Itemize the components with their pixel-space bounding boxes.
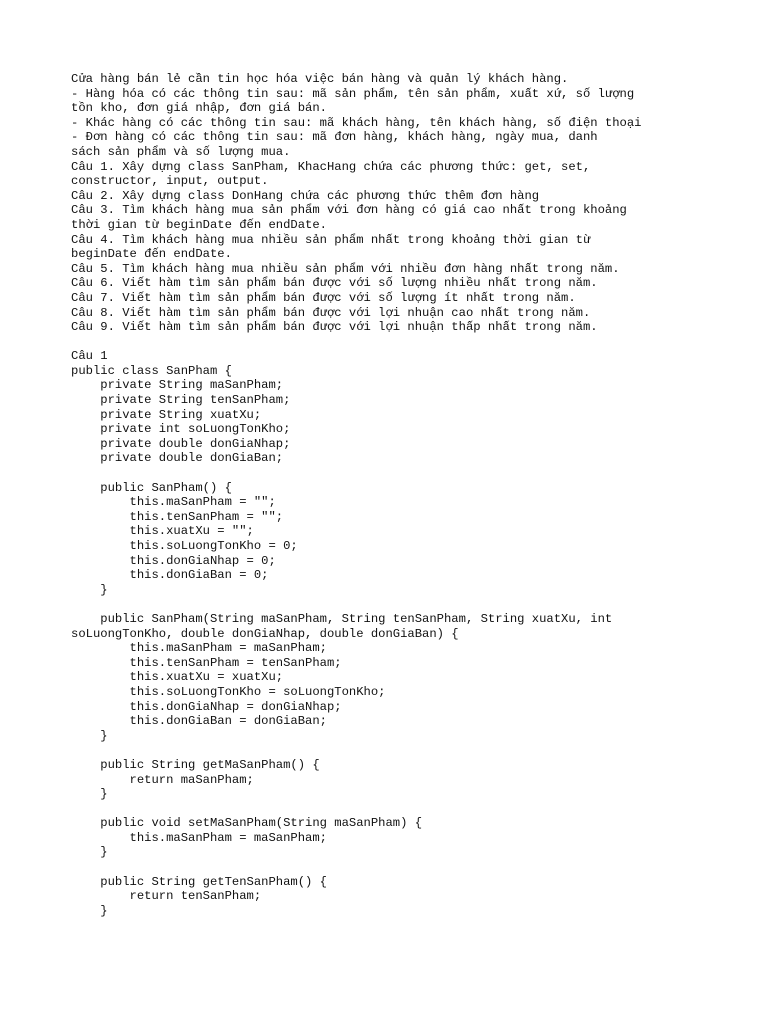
text-line: Câu 2. Xây dựng class DonHang chứa các phương thức thêm đơn hàng [71, 188, 540, 203]
code-line: public SanPham(String maSanPham, String tenSanPham, String xuatXu, int [71, 611, 613, 626]
code-line: Câu 1 [71, 349, 108, 364]
code-line: this.xuatXu = ""; [71, 524, 254, 539]
text-line: beginDate đến endDate. [71, 247, 232, 262]
text-line: Câu 8. Viết hàm tìm sản phẩm bán được với lợi nhuận cao nhất trong năm. [71, 305, 591, 320]
code-line: } [71, 903, 108, 918]
code-line [71, 466, 731, 481]
text-line: Câu 4. Tìm khách hàng mua nhiều sản phẩm nhất trong khoảng thời gian từ [71, 232, 591, 247]
text-line: constructor, input, output. [71, 174, 269, 189]
text-line: tồn kho, đơn giá nhập, đơn giá bán. [71, 101, 327, 116]
code-line [71, 743, 731, 758]
text-line: Câu 6. Viết hàm tìm sản phẩm bán được với số lượng nhiều nhất trong năm. [71, 276, 598, 291]
code-line: this.maSanPham = ""; [71, 495, 276, 510]
code-line: return maSanPham; [71, 772, 254, 787]
text-line: sách sản phẩm và số lượng mua. [71, 144, 291, 159]
text-line: Câu 9. Viết hàm tìm sản phẩm bán được với lợi nhuận thấp nhất trong năm. [71, 320, 598, 335]
code-line: this.xuatXu = xuatXu; [71, 670, 284, 685]
code-line: } [71, 845, 108, 860]
code-line [71, 802, 731, 817]
code-line: private String xuatXu; [71, 407, 262, 422]
document-page [71, 72, 731, 918]
code-line: this.soLuongTonKho = 0; [71, 539, 298, 553]
code-line: this.donGiaBan = 0; [71, 568, 269, 583]
code-block [71, 349, 731, 918]
code-line: this.tenSanPham = ""; [71, 509, 284, 524]
code-line: return tenSanPham; [71, 889, 262, 904]
code-line: private String maSanPham; [71, 378, 284, 393]
text-line: Cửa hàng bán lẻ cần tin học hóa việc bán hàng và quản lý khách hàng. [71, 72, 569, 86]
code-line: this.donGiaNhap = 0; [71, 553, 276, 568]
code-line [71, 597, 731, 612]
code-line: public String getTenSanPham() { [71, 874, 327, 889]
code-line: this.tenSanPham = tenSanPham; [71, 655, 342, 670]
code-line: soLuongTonKho, double donGiaNhap, double donGiaBan) { [71, 626, 459, 641]
assignment-text [71, 72, 731, 335]
code-line: this.soLuongTonKho = soLuongTonKho; [71, 684, 386, 699]
code-line: this.donGiaNhap = donGiaNhap; [71, 699, 342, 714]
code-line: public SanPham() { [71, 480, 232, 495]
text-line: - Đơn hàng có các thông tin sau: mã đơn hàng, khách hàng, ngày mua, danh [71, 130, 598, 145]
code-line: public String getMaSanPham() { [71, 757, 320, 772]
code-line: public void setMaSanPham(String maSanPham) { [71, 816, 423, 831]
code-line: this.maSanPham = maSanPham; [71, 641, 327, 656]
text-line: Câu 7. Viết hàm tìm sản phẩm bán được với số lượng ít nhất trong năm. [71, 290, 576, 305]
code-line: } [71, 787, 108, 802]
code-line: } [71, 728, 108, 743]
code-line: public class SanPham { [71, 363, 232, 378]
code-line: } [71, 582, 108, 597]
text-line: - Khác hàng có các thông tin sau: mã khách hàng, tên khách hàng, số điện thoại [71, 115, 642, 130]
text-line: thời gian từ beginDate đến endDate. [71, 217, 327, 232]
text-line: Câu 5. Tìm khách hàng mua nhiều sản phẩm với nhiều đơn hàng nhất trong năm. [71, 261, 620, 276]
code-line: private String tenSanPham; [71, 393, 291, 408]
code-line: this.maSanPham = maSanPham; [71, 830, 327, 845]
code-line: private double donGiaNhap; [71, 436, 291, 451]
code-line [71, 860, 731, 875]
text-line: - Hàng hóa có các thông tin sau: mã sản phẩm, tên sản phẩm, xuất xứ, số lượng [71, 86, 635, 101]
text-line: Câu 1. Xây dựng class SanPham, KhacHang chứa các phương thức: get, set, [71, 159, 591, 174]
code-line: private int soLuongTonKho; [71, 422, 291, 437]
code-line: private double donGiaBan; [71, 451, 284, 466]
spacer [71, 335, 731, 350]
code-line: this.donGiaBan = donGiaBan; [71, 714, 327, 729]
text-line: Câu 3. Tìm khách hàng mua sản phẩm với đơn hàng có giá cao nhất trong khoảng [71, 203, 627, 218]
